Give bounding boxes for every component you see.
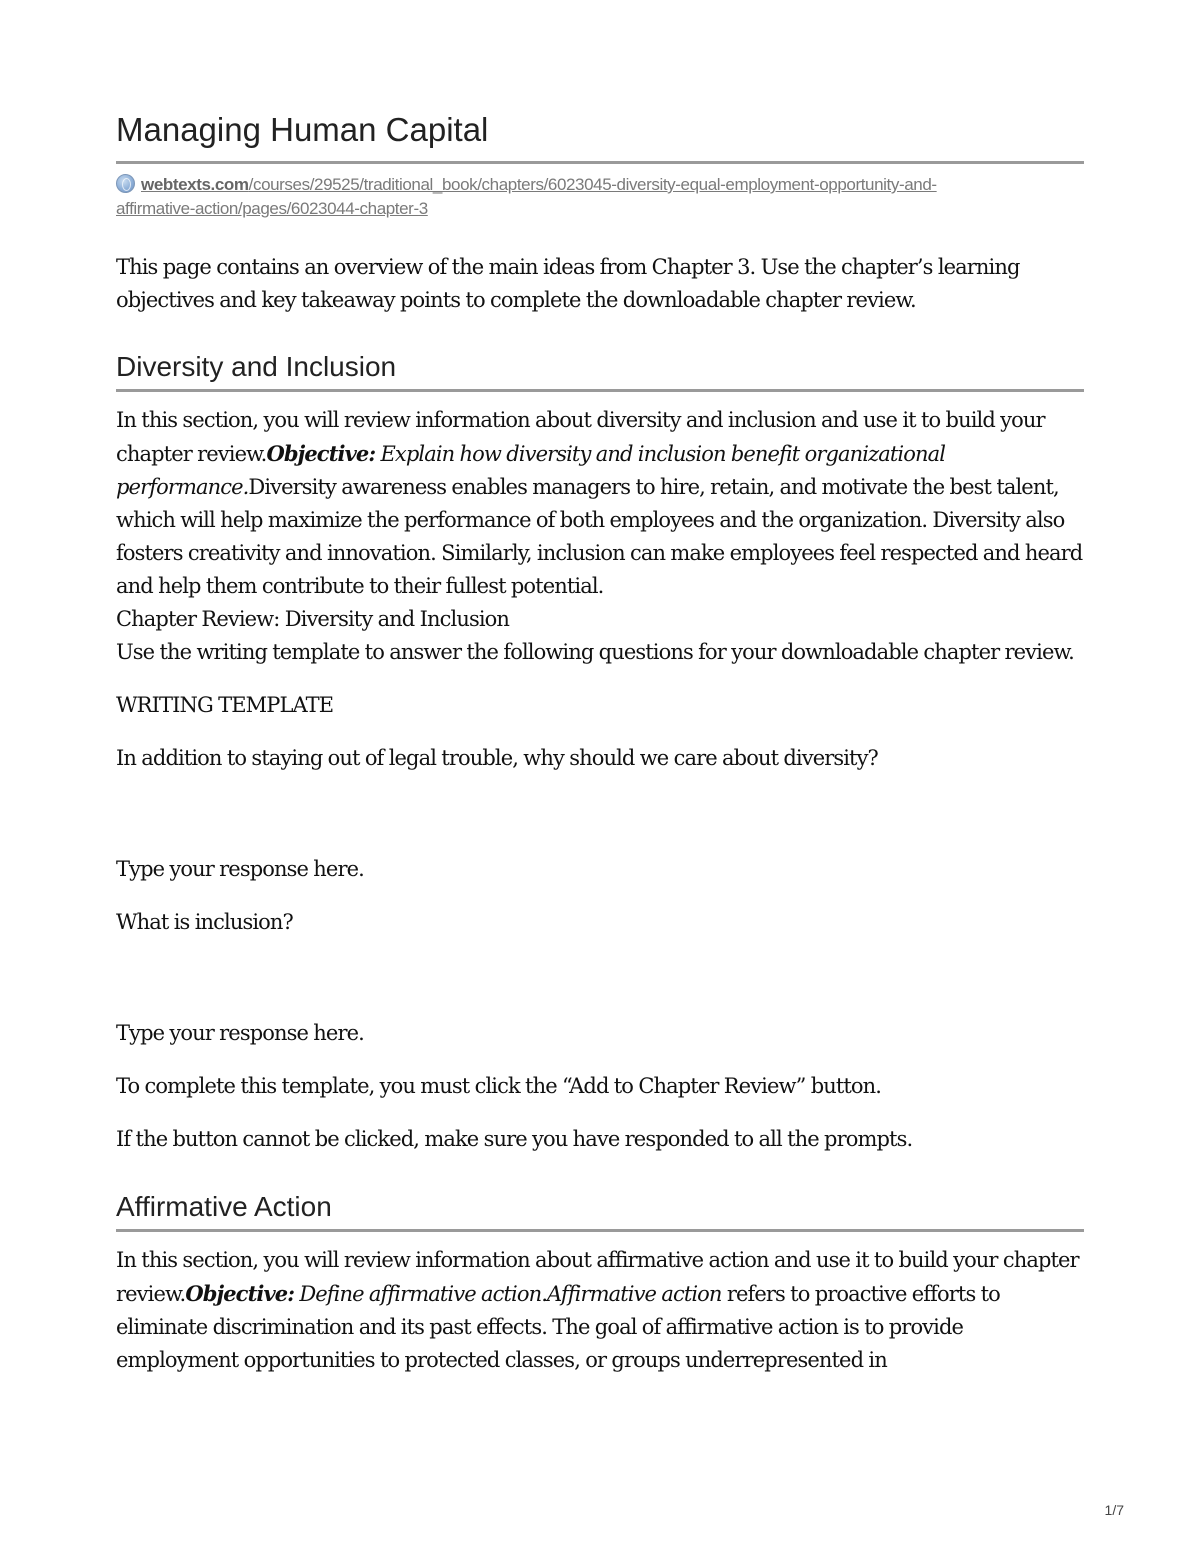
question-2: What is inclusion? bbox=[116, 910, 293, 934]
source-link[interactable] bbox=[116, 173, 1084, 221]
chapter-review-title: Chapter Review: Diversity and Inclusion bbox=[116, 607, 510, 631]
writing-template-label: WRITING TEMPLATE bbox=[116, 693, 334, 717]
section-diversity bbox=[116, 404, 1084, 1156]
page-title: Managing Human Capital bbox=[116, 108, 1084, 164]
response-2[interactable]: Type your response here. bbox=[116, 1021, 364, 1045]
question-1: In addition to staying out of legal trouble, why should we care about diversity? bbox=[116, 746, 878, 770]
affirmative-paragraph: In this section, you will review information about affirmative action and use it to build your chapter review.Objective: Define affirmative action.Affirmative action refers to proactive efforts to eliminate discrimination and its past effects. The goal of affirmative action is to provide employment opportunities to protected classes, or groups underrepresented in bbox=[116, 1248, 1079, 1372]
diversity-paragraph: In this section, you will review information about diversity and inclusion and use it to build your chapter review.Objective: Explain how diversity and inclusion benefit organizational performance.Diversity awareness enables managers to hire, retain, and motivate the best talent, which will help maximize the performance of both employees and the organization. Diversity also fosters creativity and innovation. Similarly, inclusion can make employees feel respected and heard and help them contribute to their fullest potential. bbox=[116, 408, 1083, 598]
review-instructions: Use the writing template to answer the following questions for your downloadable chapter review. bbox=[116, 640, 1074, 664]
section-affirmative-action bbox=[116, 1244, 1084, 1377]
objective-text: Define affirmative action. bbox=[294, 1282, 547, 1306]
intro-paragraph: This page contains an overview of the main ideas from Chapter 3. Use the chapter’s learning objectives and key takeaway points to complete the downloadable chapter review. bbox=[116, 255, 1020, 312]
complete-note: To complete this template, you must click the “Add to Chapter Review” button. bbox=[116, 1074, 882, 1098]
page-indicator: 1/7 bbox=[1104, 1502, 1124, 1518]
objective-label: Objective: bbox=[185, 1281, 295, 1306]
globe-icon bbox=[116, 174, 135, 193]
document-page bbox=[116, 108, 1084, 1377]
objective-label: Objective: bbox=[266, 441, 376, 466]
section-heading-affirmative-action: Affirmative Action bbox=[116, 1188, 1084, 1232]
source-url[interactable]: webtexts.com/courses/29525/traditional_book/chapters/6023045-diversity-equal-employment-opportunity-and- affirmative-action/pages/6023044-chapter-3 bbox=[116, 175, 937, 218]
term-affirmative-action: Affirmative action bbox=[546, 1282, 722, 1306]
section-heading-diversity: Diversity and Inclusion bbox=[116, 348, 1084, 392]
button-note: If the button cannot be clicked, make sure you have responded to all the prompts. bbox=[116, 1127, 913, 1151]
response-1[interactable]: Type your response here. bbox=[116, 857, 364, 881]
objective-text: Explain how diversity and inclusion benefit organizational performance. bbox=[116, 442, 946, 499]
